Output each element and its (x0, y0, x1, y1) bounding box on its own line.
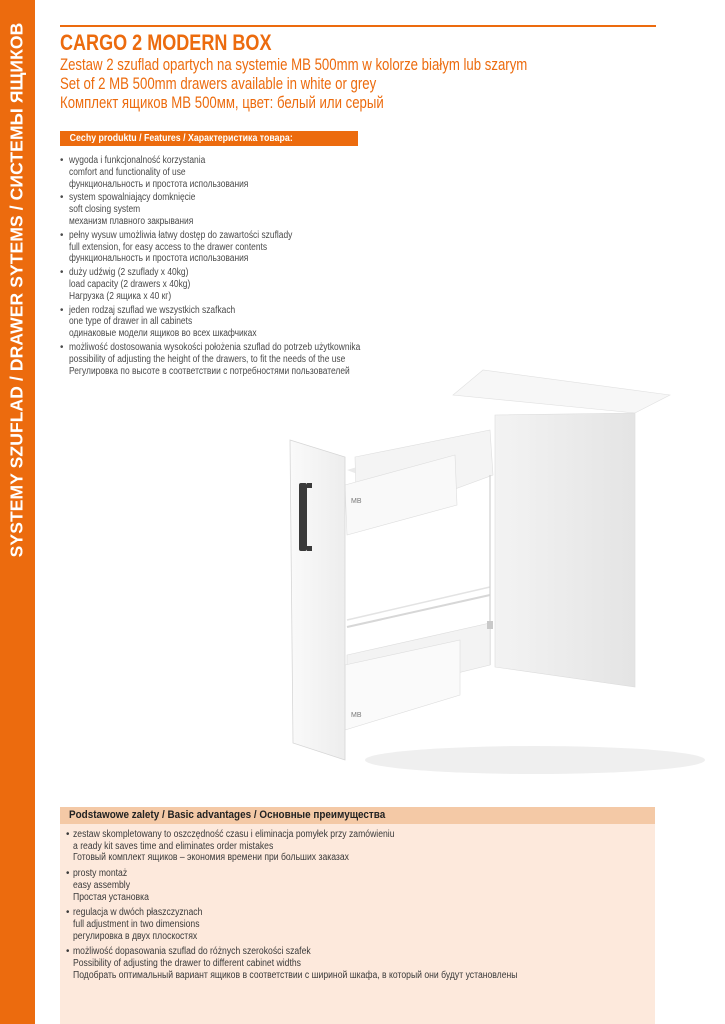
feature-ru: механизм плавного закрывания (69, 215, 194, 227)
features-heading-text: Cechy produktu / Features / Характеристика товара: (69, 133, 293, 144)
features-list (60, 155, 480, 379)
feature-ru: Нагрузка (2 ящика x 40 кг) (69, 290, 172, 302)
feature-en: soft closing system (69, 204, 141, 216)
feature-pl: duży udźwig (2 szuflady x 40kg) (69, 267, 189, 279)
feature-en: one type of drawer in all cabinets (69, 316, 193, 328)
feature-ru: функциональность и простота использования (69, 178, 249, 190)
advantage-ru: Простая установка (73, 891, 149, 903)
list-item (66, 946, 651, 981)
bullet-icon: • (66, 946, 70, 958)
bullet-icon: • (60, 304, 64, 316)
advantage-pl: regulacja w dwóch płaszczyznach (73, 907, 203, 919)
product-image (285, 365, 705, 785)
list-item (66, 868, 651, 903)
feature-ru: Регулировка по высоте в соответствии с потребностями пользователей (69, 365, 350, 377)
feature-en: load capacity (2 drawers x 40kg) (69, 278, 191, 290)
front-door (290, 440, 345, 760)
bullet-icon: • (60, 155, 64, 166)
list-item (60, 155, 480, 190)
bullet-icon: • (60, 192, 64, 204)
feature-pl: możliwość dostosowania wysokości położenia szuflad do potrzeb użytkownika (69, 341, 361, 353)
floor-shadow (365, 746, 705, 774)
advantage-pl: prosty montaż (73, 868, 128, 880)
handle-mount (307, 483, 312, 488)
feature-ru: одинаковые модели ящиков во всех шкафчиках (69, 328, 257, 340)
advantage-pl: zestaw skompletowany to oszczędność czasu i eliminacja pomyłek przy zamówieniu (73, 829, 395, 840)
advantage-ru: регулировка в двух плоскостях (73, 930, 198, 942)
feature-pl: wygoda i funkcjonalność korzystania (69, 155, 206, 166)
feature-pl: jeden rodzaj szuflad we wszystkich szafkach (69, 304, 236, 316)
mb-logo-top: MB (351, 498, 362, 505)
handle-mount (307, 546, 312, 551)
mb-logo-bottom: MB (351, 712, 362, 719)
subtitle-pl: Zestaw 2 szuflad opartych na systemie MB 500mm w kolorze białym lub szarym (60, 56, 528, 74)
handle-icon (299, 483, 307, 551)
features-heading (60, 131, 358, 146)
feature-pl: system spowalniający domknięcie (69, 192, 196, 204)
bullet-icon: • (66, 868, 70, 880)
advantages-heading (60, 807, 655, 824)
advantage-en: a ready kit saves time and eliminates order mistakes (73, 840, 274, 852)
rail-line (347, 587, 490, 620)
bullet-icon: • (60, 267, 64, 279)
bullet-icon: • (66, 907, 70, 919)
hinge (487, 621, 493, 629)
feature-en: possibility of adjusting the height of the drawers, to fit the needs of the use (69, 353, 346, 365)
feature-en: full extension, for easy access to the drawer contents (69, 241, 268, 253)
rail-line (347, 595, 490, 627)
list-item (66, 907, 651, 942)
list-item (60, 192, 480, 227)
side-bar (0, 0, 35, 1024)
bullet-icon: • (60, 229, 64, 241)
cabinet-side (495, 413, 635, 687)
list-item (60, 267, 480, 302)
subtitle-en: Set of 2 MB 500mm drawers available in white or grey (60, 75, 377, 93)
page-title: CARGO 2 MODERN BOX (60, 30, 272, 55)
bullet-icon: • (60, 341, 64, 353)
subtitle-ru: Комплект ящиков MB 500мм, цвет: белый или серый (60, 94, 384, 112)
list-item (66, 829, 651, 864)
advantage-en: full adjustment in two dimensions (73, 918, 200, 930)
advantage-en: Possibility of adjusting the drawer to different cabinet widths (73, 958, 301, 970)
top-rule (60, 25, 656, 27)
feature-en: comfort and functionality of use (69, 166, 186, 178)
bullet-icon: • (66, 829, 70, 840)
advantages-heading-text: Podstawowe zalety / Basic advantages / Основные преимущества (69, 809, 386, 821)
cabinet-top (453, 370, 670, 413)
advantage-pl: możliwość dopasowania szuflad do różnych szerokości szafek (73, 946, 311, 958)
list-item (60, 305, 480, 340)
advantage-en: easy assembly (73, 879, 131, 891)
advantage-ru: Подобрать оптимальный вариант ящиков в соответствии с шириной шкафа, в который они будут установлены (73, 969, 518, 981)
feature-pl: pełny wysuw umożliwia łatwy dostęp do zawartości szuflady (69, 229, 293, 241)
advantages-list (66, 829, 651, 985)
feature-ru: функциональность и простота использования (69, 253, 249, 265)
list-item (60, 230, 480, 265)
advantage-ru: Готовый комплект ящиков – экономия времени при больших заказах (73, 852, 349, 864)
side-bar-text: SYSTEMY SZUFLAD / DRAWER SYTEMS / СИСТЕМЫ ЯЩИКОВ (6, 22, 27, 558)
